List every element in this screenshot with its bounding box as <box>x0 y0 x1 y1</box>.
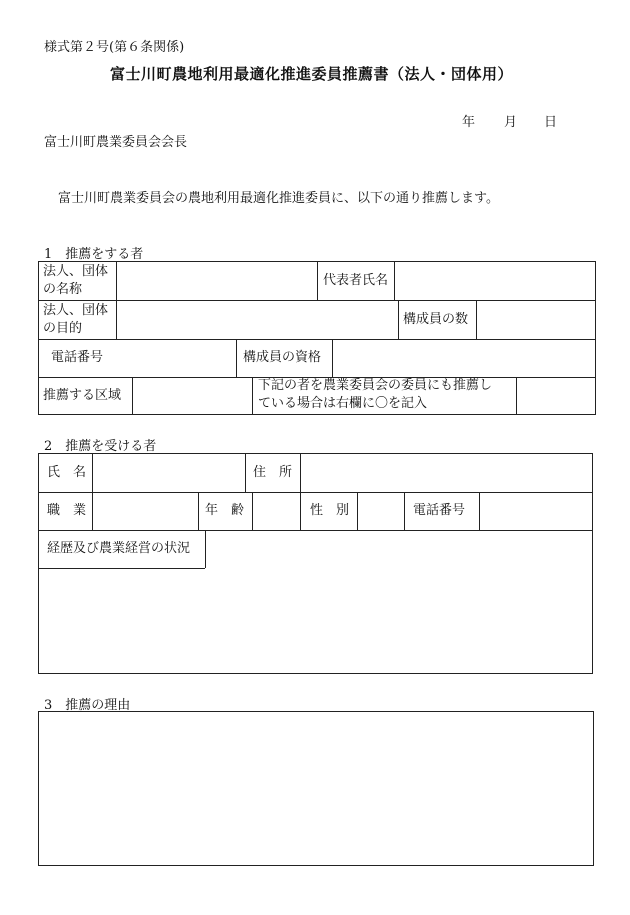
nominee-gender-field[interactable] <box>360 494 401 528</box>
section3-heading: 3 推薦の理由 <box>44 698 131 713</box>
nominee-occupation-field[interactable] <box>95 494 195 528</box>
also-recommend-note-line1: 下記の者を農業委員会の委員にも推薦し <box>258 378 493 393</box>
org-name-field[interactable] <box>119 264 314 298</box>
representative-name-field[interactable] <box>397 264 592 298</box>
recommend-area-label: 推薦する区域 <box>43 388 122 403</box>
org-purpose-label-line1: 法人、団体 <box>43 303 109 318</box>
recommender-table <box>38 261 596 415</box>
org-name-label-line2: の名称 <box>43 282 83 297</box>
nominee-phone-label: 電話番号 <box>413 503 466 518</box>
addressee: 富士川町農業委員会会長 <box>44 135 188 150</box>
also-recommend-note-line2: ている場合は右欄に〇を記入 <box>258 396 428 411</box>
career-field[interactable] <box>43 572 588 670</box>
nominee-name-field[interactable] <box>95 456 242 490</box>
nominee-age-field[interactable] <box>255 494 297 528</box>
representative-name-label: 代表者氏名 <box>323 273 389 288</box>
phone-label: 電話番号 <box>51 350 104 365</box>
org-purpose-label-line2: の目的 <box>43 321 83 336</box>
nominee-gender-label: 性 別 <box>310 503 350 518</box>
nominee-phone-field[interactable] <box>482 494 589 528</box>
section2-heading: 2 推薦を受ける者 <box>44 439 157 454</box>
member-count-field[interactable] <box>479 302 592 337</box>
recommendation-statement: 富士川町農業委員会の農地利用最適化推進委員に、以下の通り推薦します。 <box>58 191 499 206</box>
date-month-label: 月 <box>504 115 518 130</box>
section1-heading: 1 推薦をする者 <box>44 247 144 262</box>
nominee-age-label: 年 齢 <box>205 503 245 518</box>
page-title: 富士川町農地利用最適化推進委員推薦書（法人・団体用） <box>110 65 514 83</box>
recommendation-reason-field[interactable] <box>38 711 594 866</box>
nominee-occupation-label: 職 業 <box>47 503 87 518</box>
nominee-address-field[interactable] <box>303 456 589 490</box>
nominee-table <box>38 453 593 674</box>
org-name-label-line1: 法人、団体 <box>43 264 109 279</box>
career-label: 経歴及び農業経営の状況 <box>47 541 191 556</box>
nominee-name-label: 氏 名 <box>47 465 87 480</box>
form-number: 様式第２号(第６条関係) <box>44 40 185 55</box>
recommend-area-field[interactable] <box>135 379 249 413</box>
date-day-label: 日 <box>544 115 558 130</box>
member-qualification-label: 構成員の資格 <box>243 350 322 365</box>
phone-field[interactable] <box>119 341 233 375</box>
member-qualification-field[interactable] <box>335 341 592 375</box>
nominee-address-label: 住 所 <box>253 465 293 480</box>
org-purpose-field[interactable] <box>119 302 395 337</box>
date-year-label: 年 <box>462 115 476 130</box>
member-count-label: 構成員の数 <box>403 312 469 327</box>
also-recommend-check-field[interactable] <box>519 379 592 413</box>
